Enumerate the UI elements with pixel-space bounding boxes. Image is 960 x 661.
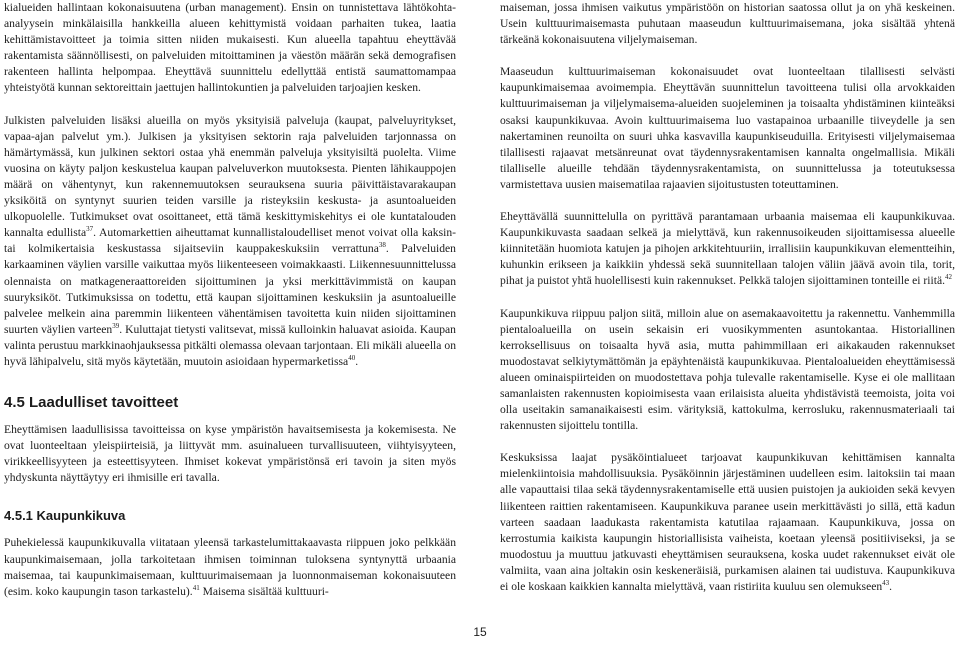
paragraph [4,113,456,371]
footnote-ref: 38 [378,241,386,250]
paragraph-text: . Kuluttajat tietysti valitsevat, missä kulloinkin haluavat asioida. Kaupan valinta perustuu markkinaohjauksessa pitkälti olemassa olevaan tarjontaan. Eli mikäli alueella on hyvä lähipalvelu, sitä myös käytetään, muutoin asioidaan hypermarketissa [4,322,456,368]
left-column [4,0,456,600]
paragraph-text: Julkisten palveluiden lisäksi alueilla on myös yksityisiä palveluja (kaupat, palveluyritykset, vapaa-ajan palvelut ym.). Julkisen ja yksityisen sektorin raja palveluiden tarjonnassa on hämärtymässä, kun julkinen sektori ostaa yhä enemmän palveluja yksityisiltä puolelta. Viime vuosina on käyty paljon keskustelua kaupan palveluverkon muutoksesta. Pienten lähikauppojen määrä on vähentynyt, kun rakennemuutoksen seurauksena suuria päivittäistavarakaupan yksiköitä on syntynyt suurien teiden varsille ja risteyksiin keskusta- ja asuntoalueiden ulkopuolelle. Tutkimukset ovat osoittaneet, että tämä keskittymiskehitys ei ole kuntatalouden kannalta edullista [4,113,456,240]
paragraph: Kaupunkikuva riippuu paljon siitä, milloin alue on asemakaavoitettu ja rakennettu. Vanhemmilla pientaloalueilla on usein sekaisin eri vuosikymmenten asuntokantaa. Historiallinen kerroksellisuus on toisaalta hyvä asia, mutta pahimmillaan eri aikakauden rakennukset muodostavat selkiytymättömän ja epäyhtenäistä kaupunkikuvaa. Pientaloalueiden eheyttämisessä alueen ominaispiirteiden on muodostettava pohja tulevalle rakentamiselle. Kyse ei ole mallitaan samanlaisten rakennusten kopioimisesta vaan erilaisista alueita yhdistävistä teemoista, joita voi olla useitakin samanaikaisesti esim. värityksiä, kattokulma, kerrosluku, rakennusmateriaali tai rakennusten sijoittelu tontilla. [500,306,955,433]
footnote-ref: 41 [192,583,200,592]
paragraph-text: Keskuksissa laajat pysäköintialueet tarjoavat kaupunkikuvan kehittämisen kannalta mielenkiintoisia mahdollisuuksia. Pysäköinnin järjestäminen uudelleen esim. laitoksiin tai maan alle vapauttaisi tilaa sekä täydennysrakentamiselle että uusien puistojen ja aukioiden sekä kevyen liikenteen raittien rakentamiseen. Kaupunkikuva paranee usein merkittävästi jo sillä, että kadun varteen saadaan laadukasta rakentamista katutilaa rajaamaan. Kaupunkikuva, jossa on kerrostumia kaikista kaupungin historiallisista vaiheista, koetaan yleensä positiiviseksi, ja se muodostuu ja muuttuu jatkuvasti eheyttämisen seurauksena, koska uudet rakennukset eivät ole valmiita, vaan aina joltakin osin keskeneräisiä, purkamisen alainen tai uudistuva. Kaupunkikuva ei ole koskaan kaikkien kannalta mielyttävä, vaan ristiriita kuuluu sen olemukseen [500,451,955,593]
section-heading: 4.5 Laadulliset tavoitteet [4,394,179,412]
paragraph: Maaseudun kulttuurimaiseman kokonaisuudet ovat luonteeltaan tilallisesti selvästi kaupunkimaisemaa avoimempia. Eheyttävän suunnittelun tavoitteena tulisi olla arvokkaiden kulttuurimaiseman ja viljelymaisema-alueiden suojeleminen ja toisaalta yhdistäminen kiinteäksi osaksi kaupunkikuvaa. Avoin kulttuurimaisema luo vastapainoa urbaanille tiiveydelle ja sen nakertaminen reunoilta on suuri uhka kasvavilla kaupunkiseuduilla. Erityisesti viljelymaisemaa tilallisesti rajaavat metsänreunat ovat täydennysrakentamisen kannalta ongelmallisia. Mikäli tilalliselle alueille tehdään täydennysrakentamista, on suunnittelussa ja toteutuksessa varmistettava uusien maisematilaa rajaavien sijoitustusten toteuttaminen. [500,65,955,191]
footnote-ref: 40 [348,353,356,362]
footnote-ref: 42 [944,273,952,282]
subsection-heading: 4.5.1 Kaupunkikuva [4,508,126,524]
paragraph: Eheyttämisen laadullisissa tavoitteissa on kyse ympäristön havaitsemisesta ja kokemisesta. Ne ovat luonteeltaan yleispiirteisiä, ja liittyvät mm. asuinalueen turvallisuuteen, viihtyisyyteen, virikkeellisyyteen ja esteettisyyteen. Ihmiset kokevat ympäristönsä eri tavoin ja siten myös yhdyskunta näyttäytyy eri ihmisille eri tavalla. [4,423,456,485]
paragraph-text: . Automarkettien aiheuttamat kunnallistaloudelliset menot voivat olla kaksin- tai kolmikertaisia keskustassa sijaitseviin kauppakeskuksiin verrattuna [4,226,456,256]
paragraph-text: Puhekielessä kaupunkikuvalla viitataan yleensä tarkastelumittakaavasta riippuen joko pelkkään kaupunkimaisemaan, jolla tarkoitetaan ihmisen toiminnan tuloksena syntynyttä urbaania maisemaa, tai kaupunkimaisemaan, kulttuurimaisemaan ja luonnonmaiseman kokonaisuuteen (esim. koko kaupungin tason tarkastelu). [4,536,456,598]
paragraph: maiseman, jossa ihmisen vaikutus ympäristöön on historian saatossa ollut ja on yhä keskeinen. Usein kulttuurimaisemasta puhutaan maaseudun kulttuurimaisemana, joka sisältää yhtenä tärkeänä kokonaisuutena viljelymaiseman. [500,1,955,47]
footnote-ref: 39 [112,321,120,330]
page-number: 15 [473,625,487,639]
footnote-ref: 43 [882,579,890,587]
paragraph-text: . [889,580,893,593]
footnote-ref: 37 [86,225,94,234]
paragraph-text: . [355,354,359,368]
paragraph [500,450,955,595]
paragraph: kialueiden hallintaan kokonaisuutena (urban management). Ensin on tunnistettava lähtökohta-analyysein minkälaisilla hankkeilla alueen kehittymistä voidaan parhaiten tukea, laatia kehittämistavoitteet ja toimia sitten niiden mukaisesti. Kun alueella tapahtuu eheyttävää rakentamista säännöllisesti, on palveluiden mitoittaminen ja väestön määrän sekä demografisen rakenteen hallinta helpompaa. Eheyttävä suunnittelu edellyttää entistä saumattomampaa yhteistyötä kunnan sektoreittain jaettujen hallintokuntien ja palveluiden tarjoajien kesken. [4,1,456,95]
paragraph-text: Maisema sisältää kulttuuri- [199,584,329,598]
paragraph-text: . Palveluiden karkaaminen väylien varsille vaikuttaa myös liikenteeseen voimakkaasti. Liikennesuunnittelussa olennaista on matkageneraattoreiden sijoittuminen ja yksi merkittävimmistä on kaupan suuryksiköt. Tutkimuksissa on todettu, että kaupan sijoittaminen keskuksiin ja asuntoalueille palvelee melkein aina paremmin liikenteen vähentämisen tavoitetta kuin niiden sijoittaminen suurten väylien varteen [4,242,456,336]
paragraph-text: Eheyttävällä suunnittelulla on pyrittävä parantamaan urbaania maisemaa eli kaupunkikuvaa. Kaupunkikuvasta saadaan selkeä ja mielyttävä, kun rakennusoikeuden sijoittamisessa alueelle kiinnitetään huomiota katujen ja pihojen arkkitehtuuriin, irrallisiin kaupunkikuvan elementteihin, kuhunkin erikseen ja kaikkiin yhdessä sekä suunnitellaan talojen väliin jäävä avoin tila, torit, pihat ja puistot yhtä huolellisesti kuin rakennukset. Pelkkä talojen sijoittaminen tonteille ei riitä. [500,210,955,288]
right-column [500,0,955,595]
paragraph [4,535,456,599]
paragraph [500,209,955,289]
